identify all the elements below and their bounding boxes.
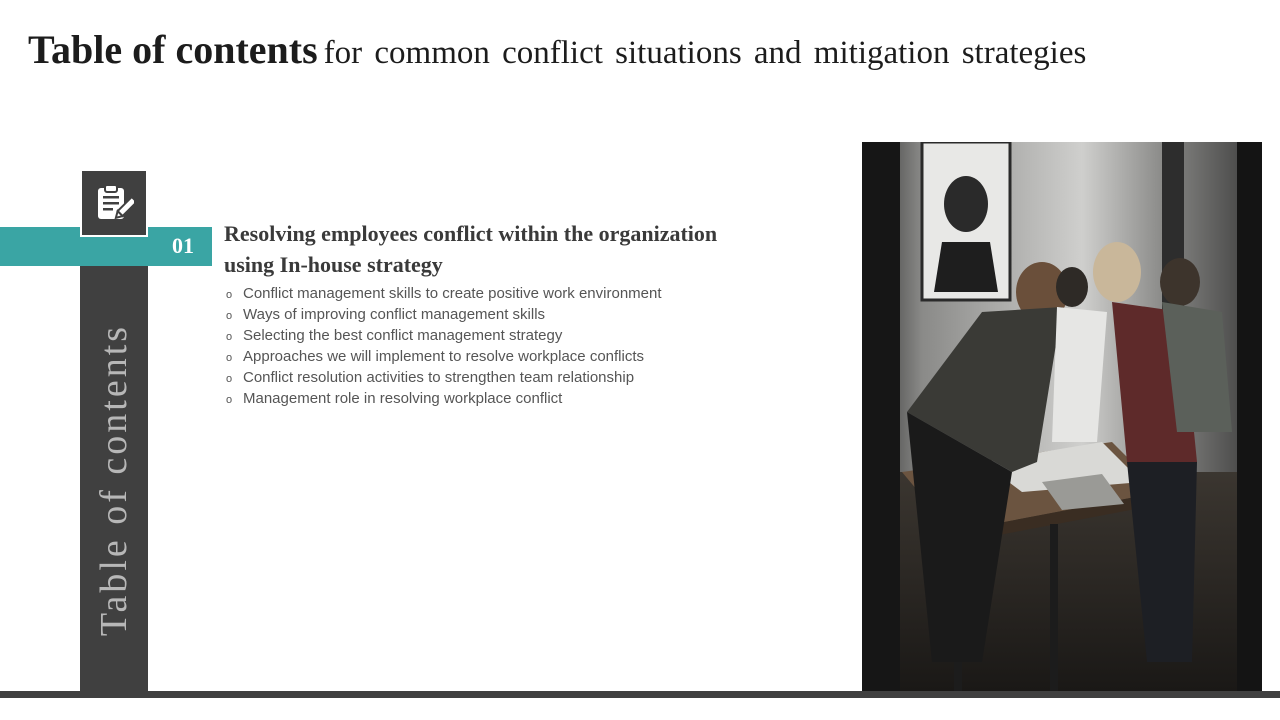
bullet-marker: o — [226, 310, 233, 322]
list-item-text: Approaches we will implement to resolve workplace conflicts — [243, 348, 645, 365]
list-item — [226, 347, 826, 368]
bullet-marker: o — [226, 289, 233, 301]
bullet-marker: o — [226, 373, 233, 385]
section-number: 01 — [172, 233, 194, 258]
icon-box — [80, 169, 148, 237]
sidebar-vertical-label: Table of contents — [93, 323, 135, 637]
section-heading-line1: Resolving employees conflict within the organization — [224, 221, 718, 246]
page-title-rest: for common conflict situations and mitigation strategies — [323, 35, 1087, 71]
list-item — [226, 389, 826, 410]
list-item-text: Conflict management skills to create positive work environment — [243, 285, 662, 302]
photo-illustration — [862, 142, 1262, 692]
section-heading-line2: using In-house strategy — [224, 252, 443, 277]
list-item-text: Conflict resolution activities to strengthen team relationship — [243, 369, 635, 386]
bottom-divider — [0, 691, 1280, 698]
list-item — [226, 284, 826, 305]
bullet-marker: o — [226, 394, 233, 406]
list-item-text: Ways of improving conflict management skills — [243, 306, 546, 323]
page-title-bold: Table of contents — [28, 27, 318, 72]
list-item-text: Selecting the best conflict management strategy — [243, 327, 563, 344]
section-bullet-list — [226, 284, 826, 410]
list-item-text: Management role in resolving workplace conflict — [243, 390, 563, 407]
list-item — [226, 368, 826, 389]
bullet-marker: o — [226, 331, 233, 343]
team-meeting-photo — [862, 142, 1262, 692]
bullet-marker: o — [226, 352, 233, 364]
list-item — [226, 326, 826, 347]
section-heading — [224, 218, 834, 280]
page-title — [28, 26, 1086, 73]
clipboard-edit-icon — [94, 183, 134, 223]
list-item — [226, 305, 826, 326]
